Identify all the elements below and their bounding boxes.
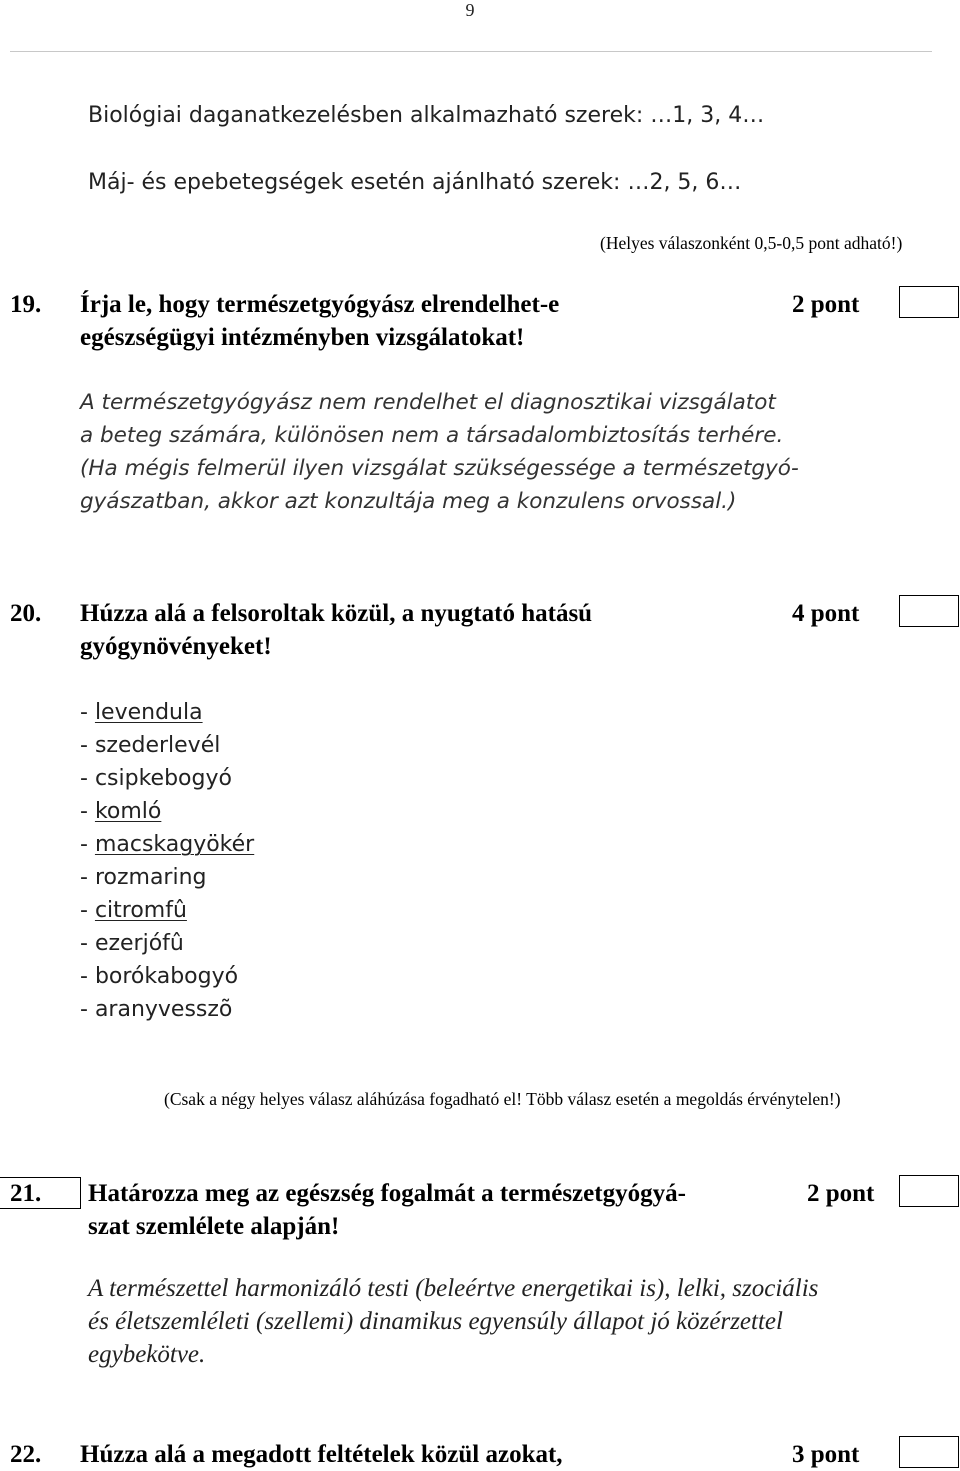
plant-list-item — [80, 927, 254, 960]
q19-question-line-2: egészségügyi intézményben vizsgálatokat! — [80, 324, 525, 351]
list-dash: - — [80, 931, 95, 956]
q20-number: 20. — [10, 600, 42, 627]
q20-score-box[interactable] — [899, 595, 959, 627]
list-dash: - — [80, 799, 95, 824]
q19-answer-line-4: gyászatban, akkor azt konzultája meg a konzulens orvossal.) — [80, 489, 737, 514]
plant-list-item — [80, 993, 254, 1026]
plant-name: citromfû — [94, 898, 187, 923]
q22-number: 22. — [10, 1441, 42, 1468]
plant-name: ezerjófû — [94, 931, 184, 956]
q19-answer-line-3: (Ha mégis felmerül ilyen vizsgálat szükségessége a természetgyó- — [80, 456, 799, 481]
q20-points: 4 pont — [792, 600, 860, 627]
list-dash: - — [80, 700, 95, 725]
plant-list-item — [80, 828, 254, 861]
q21-question-line-2: szat szemlélete alapján! — [88, 1213, 340, 1240]
plant-name: komló — [94, 799, 162, 824]
plant-name: szederlevél — [94, 733, 221, 758]
q19-answer-line-2: a beteg számára, különösen nem a társadalombiztosítás terhére. — [80, 423, 784, 448]
plant-list-item — [80, 894, 254, 927]
q22-points: 3 pont — [792, 1441, 860, 1468]
q18-scoring-note: (Helyes válaszonként 0,5-0,5 pont adható!) — [600, 233, 903, 253]
q21-score-box[interactable] — [899, 1175, 959, 1207]
q20-scoring-note: (Csak a négy helyes válasz aláhúzása fogadható el! Több válasz esetén a megoldás érvénytelen!) — [164, 1089, 841, 1109]
q19-score-box[interactable] — [899, 286, 959, 318]
q21-question-line-1: Határozza meg az egészség fogalmát a természetgyógyá- — [88, 1180, 686, 1207]
q19-number: 19. — [10, 291, 42, 318]
list-dash: - — [80, 832, 95, 857]
q19-question-line-1: Írja le, hogy természetgyógyász elrendelhet-e — [80, 291, 560, 318]
header-divider — [10, 51, 932, 52]
list-dash: - — [80, 865, 95, 890]
plant-list-item — [80, 861, 254, 894]
plant-list-item — [80, 729, 254, 762]
list-dash: - — [80, 733, 95, 758]
list-dash: - — [80, 964, 95, 989]
plant-name: borókabogyó — [94, 964, 239, 989]
page-number: 9 — [465, 0, 475, 20]
q22-question-line-1: Húzza alá a megadott feltételek közül azokat, — [80, 1441, 563, 1468]
q22-score-box[interactable] — [899, 1436, 959, 1468]
q21-answer-line-2: és életszemléleti (szellemi) dinamikus egyensúly állapot jó közérzettel — [88, 1308, 783, 1335]
q21-number: 21. — [10, 1180, 42, 1207]
plant-list-item — [80, 696, 254, 729]
q19-points: 2 pont — [792, 291, 860, 318]
q18-answer-line-1: Biológiai daganatkezelésben alkalmazható szerek: …1, 3, 4… — [88, 103, 765, 128]
q18-answer-line-2: Máj- és epebetegségek esetén ajánlható szerek: …2, 5, 6… — [88, 170, 742, 195]
plant-name: levendula — [94, 700, 203, 725]
plant-list-item — [80, 762, 254, 795]
q20-question-line-2: gyógynövényeket! — [80, 633, 272, 660]
list-dash: - — [80, 997, 95, 1022]
q21-answer-line-3: egybekötve. — [88, 1341, 206, 1368]
q21-points: 2 pont — [807, 1180, 875, 1207]
q19-answer-line-1: A természetgyógyász nem rendelhet el diagnosztikai vizsgálatot — [80, 390, 776, 415]
plant-name: aranyvesszõ — [94, 997, 233, 1022]
q20-question-line-1: Húzza alá a felsoroltak közül, a nyugtató hatású — [80, 600, 593, 627]
plant-name: rozmaring — [94, 865, 207, 890]
plant-name: csipkebogyó — [94, 766, 232, 791]
list-dash: - — [80, 898, 95, 923]
list-dash: - — [80, 766, 95, 791]
plant-list-item — [80, 960, 254, 993]
q20-plant-list — [80, 696, 254, 1026]
plant-list-item — [80, 795, 254, 828]
plant-name: macskagyökér — [94, 832, 255, 857]
q21-answer-line-1: A természettel harmonizáló testi (beleértve energetikai is), lelki, szociális — [88, 1275, 819, 1302]
